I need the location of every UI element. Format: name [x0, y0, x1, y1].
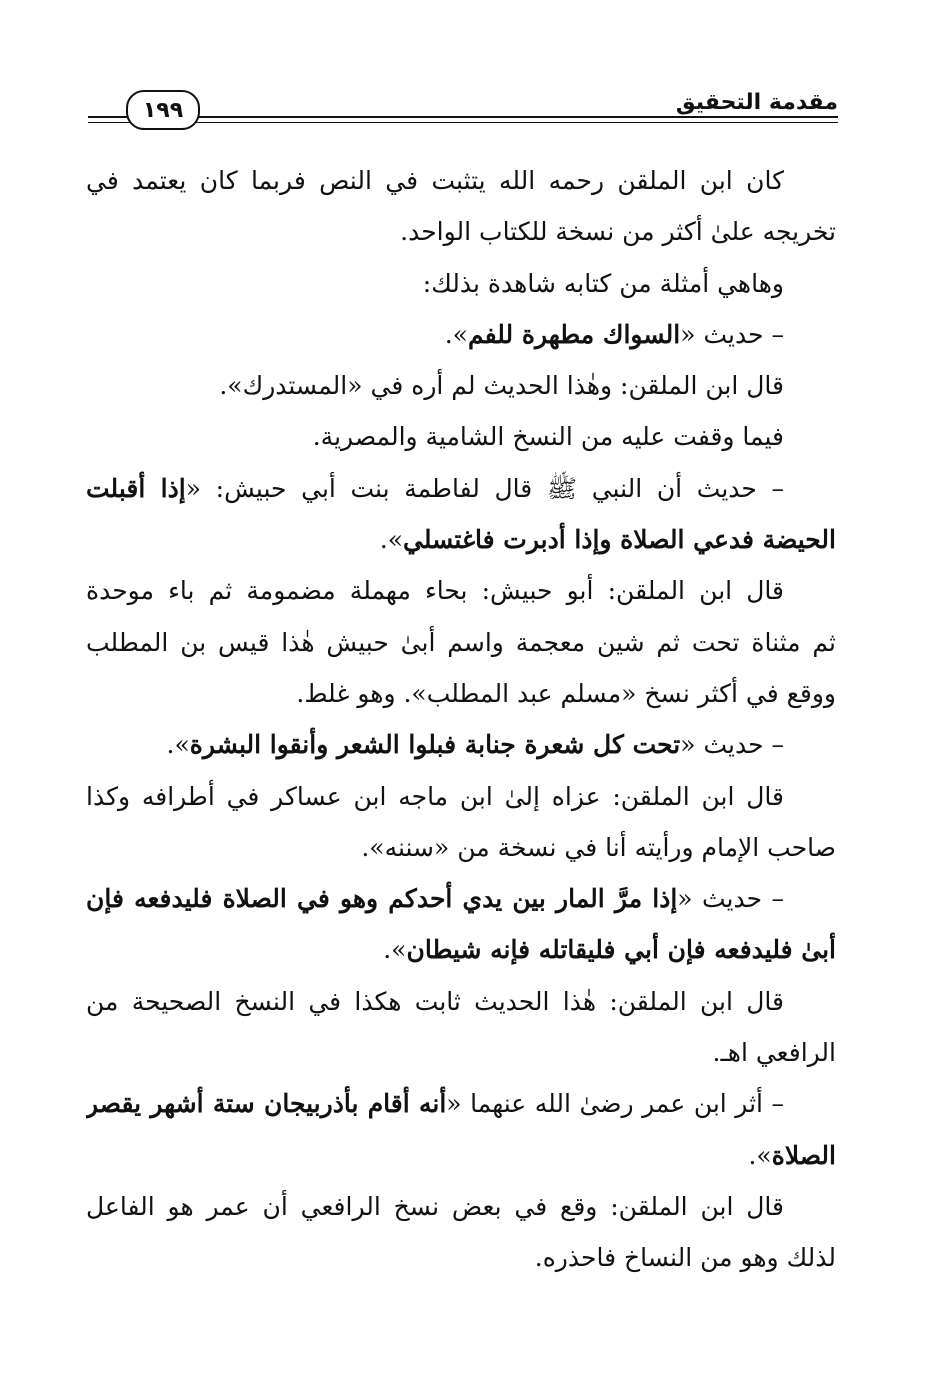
hadith-text: إذا أقبلت [86, 473, 186, 503]
page-header [88, 82, 838, 132]
hadith-text: الحيضة فدعي الصلاة وإذا أدبرت فاغتسلي [403, 525, 836, 555]
text-line: الرافعي اهـ. [712, 1038, 836, 1068]
page-number: ١٩٩ [126, 90, 200, 130]
text-line: قال ابن الملقن: هٰذا الحديث ثابت هكذا في النسخ الصحيحة من [86, 986, 784, 1016]
text-run: – حديث أن النبي ﷺ قال لفاطمة بنت أبي حبيش: « [185, 473, 784, 503]
hadith-line [86, 719, 836, 770]
text-line: لذلك وهو من النساخ فاحذره. [534, 1243, 836, 1273]
text-run: ». [748, 1140, 772, 1170]
text-line: قال ابن الملقن: وهٰذا الحديث لم أره في «المستدرك». [219, 371, 784, 401]
hadith-line [86, 1130, 836, 1181]
hadith-line [86, 514, 836, 565]
text-line: وهاهي أمثلة من كتابه شاهدة بذلك: [422, 268, 784, 298]
header-rule-thick [88, 116, 838, 118]
hadith-text: الصلاة [771, 1140, 836, 1170]
text-run: ». [166, 730, 190, 760]
text-run: – حديث « [680, 730, 784, 760]
hadith-line [86, 463, 836, 514]
hadith-text: تحت كل شعرة جنابة فبلوا الشعر وأنقوا البشرة [189, 730, 681, 760]
text-run: – أثر ابن عمر رضىٰ الله عنهما « [446, 1089, 784, 1119]
text-line: فيما وقفت عليه من النسخ الشامية والمصرية. [312, 422, 784, 452]
hadith-text: أبىٰ فليدفعه فإن أبي فليقاتله فإنه شيطان [406, 935, 836, 965]
text-line: قال ابن الملقن: وقع في بعض نسخ الرافعي أن عمر هو الفاعل [86, 1191, 784, 1221]
text-run: ». [444, 319, 468, 349]
text-line: تخريجه علىٰ أكثر من نسخة للكتاب الواحد. [400, 217, 836, 247]
text-line: صاحب الإمام ورأيته أنا في نسخة من «سننه». [361, 832, 836, 862]
running-title: مقدمة التحقيق [675, 90, 838, 115]
hadith-line [86, 1078, 836, 1129]
hadith-line [86, 873, 836, 924]
text-line: ووقع في أكثر نسخ «مسلم عبد المطلب». وهو غلط. [296, 678, 836, 708]
text-run: – حديث « [680, 319, 784, 349]
text-run: ». [379, 525, 403, 555]
text-run: ». [383, 935, 407, 965]
text-line: قال ابن الملقن: أبو حبيش: بحاء مهملة مضمومة ثم باء موحدة [86, 576, 784, 606]
page-body [86, 155, 836, 1284]
header-rule-thin [88, 122, 838, 123]
hadith-text: إذا مرَّ المار بين يدي أحدكم وهو في الصلاة فليدفعه فإن [86, 884, 678, 914]
text-line: ثم مثناة تحت ثم شين معجمة واسم أبىٰ حبيش هٰذا قيس بن المطلب [86, 627, 836, 657]
hadith-line [86, 309, 836, 360]
hadith-line [86, 924, 836, 975]
text-line: قال ابن الملقن: عزاه إلىٰ ابن ماجه ابن عساكر في أطرافه وكذا [86, 781, 784, 811]
hadith-text: أنه أقام بأذربيجان ستة أشهر يقصر [86, 1089, 447, 1119]
hadith-text: السواك مطهرة للفم [467, 319, 681, 349]
text-line: كان ابن الملقن رحمه الله يتثبت في النص فربما كان يعتمد في [86, 166, 784, 195]
text-run: – حديث « [677, 884, 784, 914]
